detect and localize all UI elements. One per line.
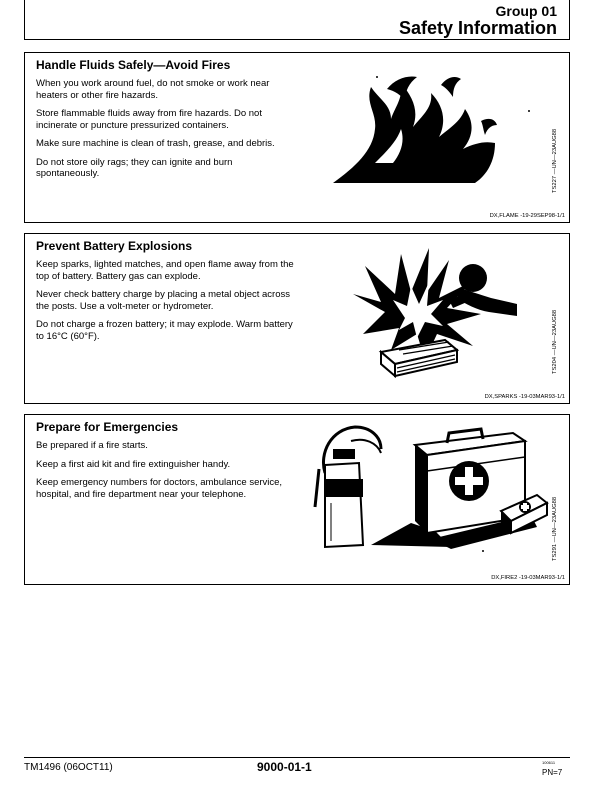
paragraph: Keep a first aid kit and fire extinguisher handy. bbox=[36, 458, 231, 470]
pn-number: PN=7 bbox=[542, 768, 563, 777]
section-body bbox=[36, 440, 298, 507]
first-aid-extinguisher-icon bbox=[311, 419, 551, 559]
footer-divider bbox=[24, 757, 570, 758]
paragraph: Be prepared if a fire starts. bbox=[36, 440, 148, 451]
section-heading: Prevent Battery Explosions bbox=[36, 239, 193, 253]
group-label: Group 01 bbox=[495, 3, 557, 19]
section-body bbox=[36, 78, 298, 187]
reference-code: DX,FLAME -19-29SEP98-1/1 bbox=[489, 213, 565, 219]
paragraph: Make sure machine is clean of trash, grease, and debris. bbox=[36, 138, 275, 149]
paragraph: Keep emergency numbers for doctors, ambulance service, hospital, and fire department near your telephone. bbox=[36, 477, 283, 500]
section-emergencies bbox=[24, 414, 570, 585]
paragraph: Do not store oily rags; they can ignite and burn spontaneously. bbox=[36, 156, 233, 179]
section-fluids bbox=[24, 52, 570, 223]
paragraph: Store flammable fluids away from fire hazards. Do not incinerate or puncture pressurized containers. bbox=[36, 108, 262, 131]
page-number: 9000-01-1 bbox=[257, 760, 312, 774]
section-battery bbox=[24, 233, 570, 404]
battery-explosion-icon bbox=[325, 242, 535, 382]
print-date: 100611 bbox=[542, 760, 556, 765]
section-heading: Prepare for Emergencies bbox=[36, 420, 179, 434]
figure-id: TS291 —UN—23AUG88 bbox=[552, 496, 558, 561]
flame-icon bbox=[325, 71, 535, 191]
reference-code: DX,FIRE2 -19-03MAR93-1/1 bbox=[491, 575, 565, 581]
section-heading: Handle Fluids Safely—Avoid Fires bbox=[36, 58, 231, 72]
reference-code: DX,SPARKS -19-03MAR93-1/1 bbox=[484, 394, 565, 400]
paragraph: When you work around fuel, do not smoke or work near heaters or other fire hazards. bbox=[36, 78, 270, 101]
figure-id: TS227 —UN—23AUG88 bbox=[552, 128, 558, 193]
page-title: Safety Information bbox=[398, 18, 557, 38]
section-body bbox=[36, 259, 298, 349]
figure-id: TS204 —UN—23AUG88 bbox=[552, 309, 558, 374]
header-box bbox=[24, 0, 570, 40]
paragraph: Do not charge a frozen battery; it may explode. Warm battery to 16°C (60°F). bbox=[36, 319, 293, 342]
paragraph: Never check battery charge by placing a metal object across the posts. Use a volt-meter or hydrometer. bbox=[36, 289, 290, 312]
document-id: TM1496 (06OCT11) bbox=[24, 762, 113, 773]
paragraph: Keep sparks, lighted matches, and open flame away from the top of battery. Battery gas can explode. bbox=[36, 259, 294, 282]
